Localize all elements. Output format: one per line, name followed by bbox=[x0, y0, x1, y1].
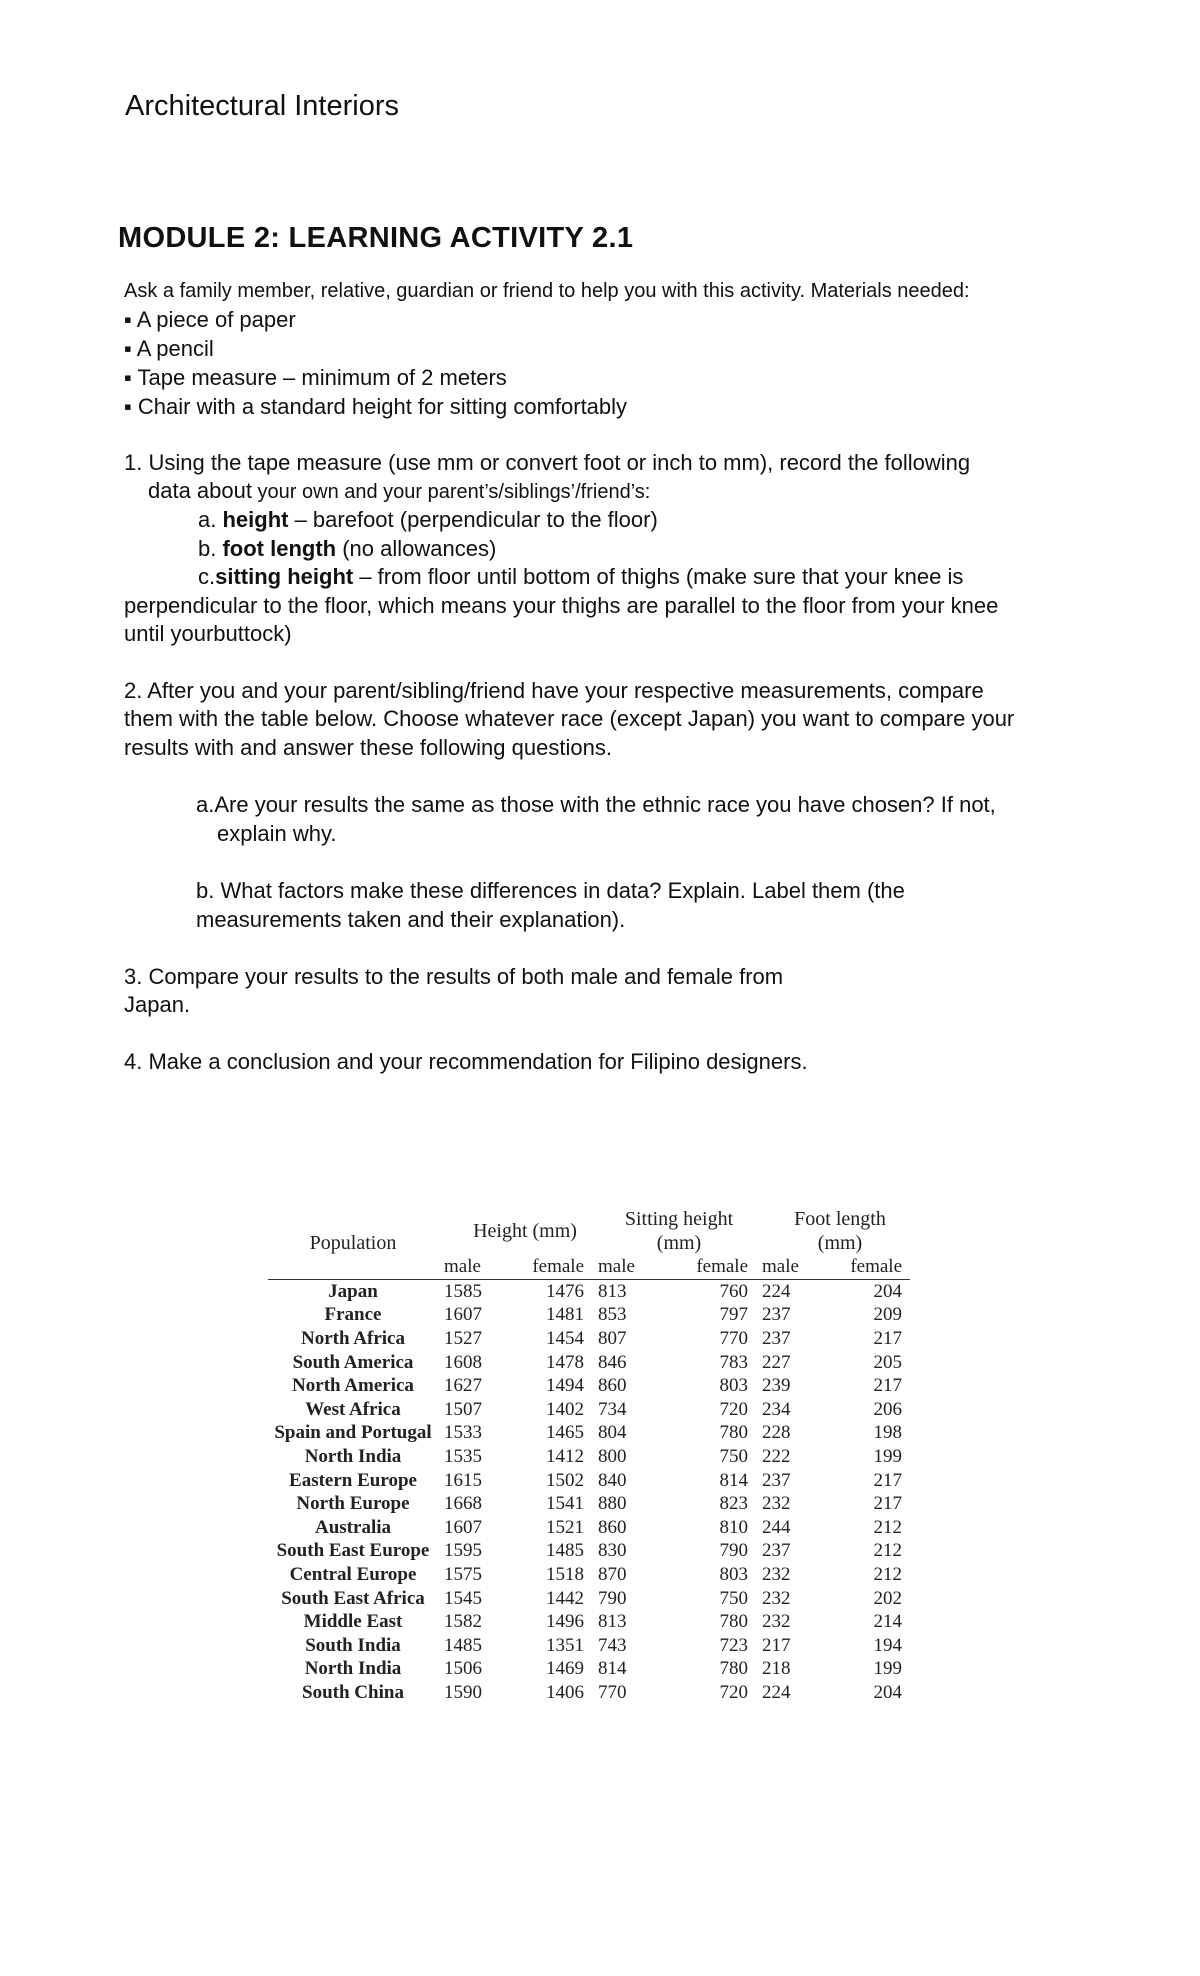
question-2-line: them with the table below. Choose whatever race (except Japan) you want to compare your bbox=[124, 706, 1015, 731]
column-header-height: Height (mm) bbox=[473, 1219, 577, 1242]
sitting-female-cell: 814 bbox=[719, 1469, 748, 1491]
population-cell: Central Europe bbox=[289, 1563, 417, 1585]
population-cell: North Africa bbox=[301, 1327, 405, 1349]
sitting-male-cell: 860 bbox=[598, 1516, 627, 1538]
subheader-female: female bbox=[822, 1255, 910, 1279]
table-row bbox=[268, 1634, 910, 1658]
sitting-male-cell: 800 bbox=[598, 1445, 627, 1467]
sitting-female-cell: 720 bbox=[719, 1398, 748, 1420]
population-cell: South China bbox=[302, 1681, 404, 1703]
height-male-cell: 1607 bbox=[444, 1516, 482, 1538]
sitting-male-cell: 743 bbox=[598, 1634, 627, 1656]
question-2-item-b-line: measurements taken and their explanation). bbox=[196, 907, 626, 932]
foot-female-cell: 204 bbox=[873, 1280, 902, 1302]
height-female-cell: 1478 bbox=[546, 1351, 584, 1373]
column-header-sitting-height: Sitting height (mm) bbox=[624, 1208, 734, 1254]
question-3-line: 3. Compare your results to the results of both male and female from bbox=[124, 964, 784, 989]
foot-male-cell: 234 bbox=[762, 1398, 791, 1420]
foot-male-cell: 237 bbox=[762, 1327, 791, 1349]
table-row bbox=[268, 1374, 910, 1398]
population-cell: North India bbox=[304, 1445, 402, 1467]
height-male-cell: 1507 bbox=[444, 1398, 482, 1420]
sitting-female-cell: 780 bbox=[719, 1422, 748, 1444]
population-cell: Middle East bbox=[303, 1611, 403, 1633]
sitting-female-cell: 770 bbox=[719, 1327, 748, 1349]
question-1-line: data about your own and your parent’s/siblings’/friend’s: bbox=[148, 478, 651, 503]
population-cell: South East Africa bbox=[281, 1587, 425, 1609]
foot-male-cell: 232 bbox=[762, 1563, 791, 1585]
sitting-female-cell: 797 bbox=[719, 1304, 748, 1326]
data-table bbox=[268, 1208, 910, 1704]
foot-female-cell: 217 bbox=[873, 1327, 902, 1349]
height-female-cell: 1412 bbox=[546, 1445, 584, 1467]
table-row bbox=[268, 1421, 910, 1445]
height-female-cell: 1521 bbox=[546, 1516, 584, 1538]
material-item: ▪ Tape measure – minimum of 2 meters bbox=[124, 365, 507, 390]
question-3-line: Japan. bbox=[124, 992, 191, 1017]
table-row bbox=[268, 1303, 910, 1327]
foot-male-cell: 244 bbox=[762, 1516, 791, 1538]
question-1-item-c-line: until yourbuttock) bbox=[124, 621, 292, 646]
population-cell: North Europe bbox=[296, 1493, 410, 1515]
question-2-item-a-line: explain why. bbox=[217, 821, 337, 846]
foot-female-cell: 212 bbox=[873, 1540, 902, 1562]
population-cell: Eastern Europe bbox=[289, 1469, 417, 1491]
subheader-female: female bbox=[658, 1255, 756, 1279]
table-row bbox=[268, 1610, 910, 1634]
sitting-female-cell: 803 bbox=[719, 1563, 748, 1585]
height-male-cell: 1607 bbox=[444, 1304, 482, 1326]
population-cell: North America bbox=[292, 1375, 414, 1397]
table-row bbox=[268, 1445, 910, 1469]
population-cell: France bbox=[324, 1304, 382, 1326]
intro-text: Ask a family member, relative, guardian or friend to help you with this activity. Materials needed: bbox=[124, 280, 970, 302]
foot-male-cell: 239 bbox=[762, 1375, 791, 1397]
foot-male-cell: 227 bbox=[762, 1351, 791, 1373]
foot-male-cell: 237 bbox=[762, 1540, 791, 1562]
foot-male-cell: 228 bbox=[762, 1422, 791, 1444]
sitting-male-cell: 813 bbox=[598, 1611, 627, 1633]
population-cell: Australia bbox=[315, 1516, 391, 1538]
table-row bbox=[268, 1681, 910, 1705]
population-cell: Spain and Portugal bbox=[274, 1422, 432, 1444]
foot-female-cell: 217 bbox=[873, 1493, 902, 1515]
table-row bbox=[268, 1516, 910, 1540]
height-female-cell: 1402 bbox=[546, 1398, 584, 1420]
table-row bbox=[268, 1398, 910, 1422]
sitting-female-cell: 780 bbox=[719, 1611, 748, 1633]
sitting-female-cell: 760 bbox=[719, 1280, 748, 1302]
height-male-cell: 1627 bbox=[444, 1375, 482, 1397]
sitting-female-cell: 810 bbox=[719, 1516, 748, 1538]
population-cell: South America bbox=[292, 1351, 414, 1373]
sitting-female-cell: 750 bbox=[719, 1445, 748, 1467]
sitting-male-cell: 807 bbox=[598, 1327, 627, 1349]
foot-male-cell: 237 bbox=[762, 1469, 791, 1491]
height-male-cell: 1615 bbox=[444, 1469, 482, 1491]
column-header-population: Population bbox=[268, 1208, 438, 1279]
foot-female-cell: 212 bbox=[873, 1563, 902, 1585]
foot-female-cell: 217 bbox=[873, 1375, 902, 1397]
height-female-cell: 1494 bbox=[546, 1375, 584, 1397]
height-female-cell: 1481 bbox=[546, 1304, 584, 1326]
sitting-female-cell: 823 bbox=[719, 1493, 748, 1515]
foot-female-cell: 209 bbox=[873, 1304, 902, 1326]
foot-female-cell: 205 bbox=[873, 1351, 902, 1373]
question-1-item-b: b. foot length (no allowances) bbox=[198, 536, 497, 561]
height-male-cell: 1535 bbox=[444, 1445, 482, 1467]
foot-female-cell: 199 bbox=[873, 1445, 902, 1467]
height-male-cell: 1575 bbox=[444, 1563, 482, 1585]
anthropometric-table bbox=[268, 1208, 988, 1704]
height-male-cell: 1545 bbox=[444, 1587, 482, 1609]
foot-female-cell: 206 bbox=[873, 1398, 902, 1420]
subheader-male: male bbox=[438, 1255, 504, 1279]
height-male-cell: 1608 bbox=[444, 1351, 482, 1373]
foot-female-cell: 199 bbox=[873, 1658, 902, 1680]
foot-male-cell: 232 bbox=[762, 1587, 791, 1609]
sitting-female-cell: 723 bbox=[719, 1634, 748, 1656]
sitting-male-cell: 770 bbox=[598, 1681, 627, 1703]
height-female-cell: 1502 bbox=[546, 1469, 584, 1491]
height-female-cell: 1465 bbox=[546, 1422, 584, 1444]
foot-female-cell: 214 bbox=[873, 1611, 902, 1633]
sitting-male-cell: 840 bbox=[598, 1469, 627, 1491]
height-male-cell: 1595 bbox=[444, 1540, 482, 1562]
question-2-line: 2. After you and your parent/sibling/friend have your respective measurements, compare bbox=[124, 678, 984, 703]
sitting-male-cell: 853 bbox=[598, 1304, 627, 1326]
column-header-foot-length: Foot length (mm) bbox=[794, 1208, 886, 1254]
sitting-male-cell: 790 bbox=[598, 1587, 627, 1609]
foot-male-cell: 218 bbox=[762, 1658, 791, 1680]
foot-female-cell: 194 bbox=[873, 1634, 902, 1656]
table-body bbox=[268, 1279, 910, 1704]
subheader-female: female bbox=[504, 1255, 592, 1279]
height-male-cell: 1485 bbox=[444, 1634, 482, 1656]
sitting-male-cell: 813 bbox=[598, 1280, 627, 1302]
table-row bbox=[268, 1587, 910, 1611]
table-row bbox=[268, 1539, 910, 1563]
table-row bbox=[268, 1351, 910, 1375]
sitting-female-cell: 790 bbox=[719, 1540, 748, 1562]
sitting-female-cell: 783 bbox=[719, 1351, 748, 1373]
sitting-male-cell: 734 bbox=[598, 1398, 627, 1420]
sitting-male-cell: 804 bbox=[598, 1422, 627, 1444]
sitting-male-cell: 870 bbox=[598, 1563, 627, 1585]
height-female-cell: 1442 bbox=[546, 1587, 584, 1609]
table-row bbox=[268, 1327, 910, 1351]
foot-female-cell: 217 bbox=[873, 1469, 902, 1491]
foot-male-cell: 217 bbox=[762, 1634, 791, 1656]
foot-male-cell: 237 bbox=[762, 1304, 791, 1326]
sitting-female-cell: 803 bbox=[719, 1375, 748, 1397]
height-female-cell: 1454 bbox=[546, 1327, 584, 1349]
height-female-cell: 1351 bbox=[546, 1634, 584, 1656]
sitting-female-cell: 750 bbox=[719, 1587, 748, 1609]
foot-male-cell: 224 bbox=[762, 1681, 791, 1703]
population-cell: West Africa bbox=[305, 1398, 401, 1420]
question-2-item-b: b. What factors make these differences in data? Explain. Label them (the bbox=[196, 878, 905, 903]
material-item: ▪ Chair with a standard height for sitting comfortably bbox=[124, 394, 628, 419]
sitting-female-cell: 720 bbox=[719, 1681, 748, 1703]
module-title: MODULE 2: LEARNING ACTIVITY 2.1 bbox=[118, 222, 634, 254]
height-female-cell: 1518 bbox=[546, 1563, 584, 1585]
population-cell: Japan bbox=[328, 1280, 378, 1302]
sitting-male-cell: 814 bbox=[598, 1658, 627, 1680]
question-2-line: results with and answer these following questions. bbox=[124, 735, 612, 760]
height-male-cell: 1527 bbox=[444, 1327, 482, 1349]
foot-male-cell: 232 bbox=[762, 1493, 791, 1515]
subheader-male: male bbox=[756, 1255, 822, 1279]
height-female-cell: 1541 bbox=[546, 1493, 584, 1515]
foot-female-cell: 204 bbox=[873, 1681, 902, 1703]
height-male-cell: 1582 bbox=[444, 1611, 482, 1633]
material-item: ▪ A piece of paper bbox=[124, 307, 296, 332]
height-male-cell: 1590 bbox=[444, 1681, 482, 1703]
sitting-male-cell: 830 bbox=[598, 1540, 627, 1562]
foot-male-cell: 224 bbox=[762, 1280, 791, 1302]
height-female-cell: 1469 bbox=[546, 1658, 584, 1680]
height-female-cell: 1476 bbox=[546, 1280, 584, 1302]
foot-female-cell: 198 bbox=[873, 1422, 902, 1444]
foot-female-cell: 202 bbox=[873, 1587, 902, 1609]
document-header-title: Architectural Interiors bbox=[125, 90, 399, 122]
question-2-item-a: a.Are your results the same as those with the ethnic race you have chosen? If not, bbox=[196, 792, 996, 817]
height-female-cell: 1406 bbox=[546, 1681, 584, 1703]
height-male-cell: 1533 bbox=[444, 1422, 482, 1444]
foot-female-cell: 212 bbox=[873, 1516, 902, 1538]
table-row bbox=[268, 1657, 910, 1681]
table-row bbox=[268, 1563, 910, 1587]
question-1-item-c-line: perpendicular to the floor, which means your thighs are parallel to the floor from your knee bbox=[124, 593, 999, 618]
population-cell: South India bbox=[305, 1634, 401, 1656]
table-row bbox=[268, 1492, 910, 1516]
material-item: ▪ A pencil bbox=[124, 336, 214, 361]
population-cell: South East Europe bbox=[276, 1540, 430, 1562]
question-4-line: 4. Make a conclusion and your recommendation for Filipino designers. bbox=[124, 1049, 808, 1074]
subheader-male: male bbox=[592, 1255, 658, 1279]
height-male-cell: 1668 bbox=[444, 1493, 482, 1515]
sitting-male-cell: 846 bbox=[598, 1351, 627, 1373]
sitting-male-cell: 880 bbox=[598, 1493, 627, 1515]
height-male-cell: 1585 bbox=[444, 1280, 482, 1302]
foot-male-cell: 232 bbox=[762, 1611, 791, 1633]
height-female-cell: 1496 bbox=[546, 1611, 584, 1633]
height-male-cell: 1506 bbox=[444, 1658, 482, 1680]
sitting-male-cell: 860 bbox=[598, 1375, 627, 1397]
question-1-item-c: c.sitting height – from floor until bottom of thighs (make sure that your knee is bbox=[198, 564, 964, 589]
population-cell: North India bbox=[304, 1658, 402, 1680]
foot-male-cell: 222 bbox=[762, 1445, 791, 1467]
question-1-line: 1. Using the tape measure (use mm or convert foot or inch to mm), record the following bbox=[124, 450, 971, 475]
table-row bbox=[268, 1279, 910, 1303]
question-1-item-a: a. height – barefoot (perpendicular to the floor) bbox=[198, 507, 658, 532]
sitting-female-cell: 780 bbox=[719, 1658, 748, 1680]
table-row bbox=[268, 1469, 910, 1493]
height-female-cell: 1485 bbox=[546, 1540, 584, 1562]
